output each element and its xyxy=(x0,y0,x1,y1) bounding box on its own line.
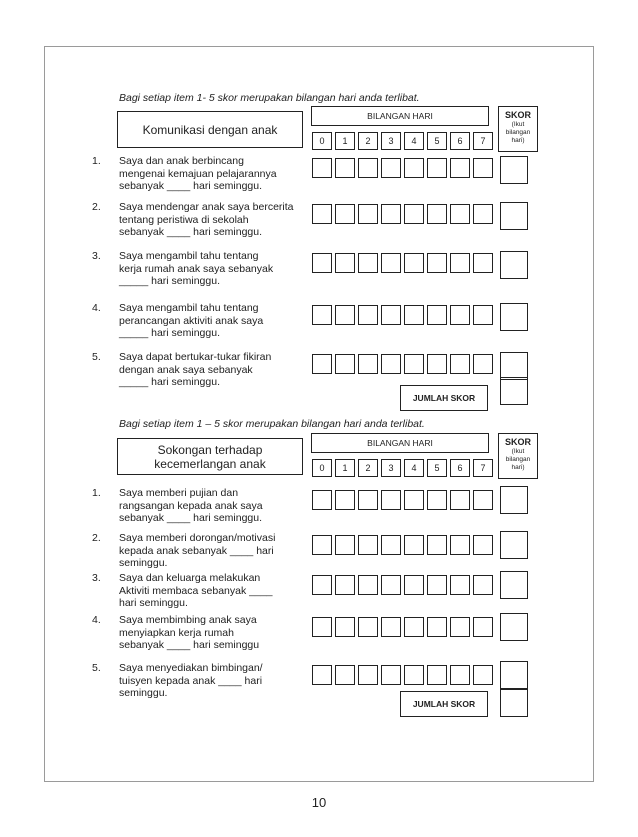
day-checkbox[interactable] xyxy=(404,305,424,325)
day-checkbox[interactable] xyxy=(404,617,424,637)
day-checkbox[interactable] xyxy=(427,665,447,685)
skor-header xyxy=(498,433,538,479)
section-instruction: Bagi setiap item 1- 5 skor merupakan bilangan hari anda terlibat. xyxy=(119,92,420,104)
day-checkbox[interactable] xyxy=(312,665,332,685)
day-checkbox[interactable] xyxy=(450,204,470,224)
item-text: Saya menyediakan bimbingan/ tuisyen kepada anak ____ hari seminggu. xyxy=(119,662,263,699)
day-checkbox[interactable] xyxy=(473,490,493,510)
day-checkbox[interactable] xyxy=(381,490,401,510)
item-number: 4. xyxy=(92,302,101,314)
day-checkbox[interactable] xyxy=(473,575,493,595)
day-checkbox[interactable] xyxy=(473,204,493,224)
day-checkbox[interactable] xyxy=(404,535,424,555)
day-checkbox[interactable] xyxy=(381,354,401,374)
day-number-cell: 4 xyxy=(404,459,424,477)
score-box[interactable] xyxy=(500,571,528,599)
jumlah-skor-label: JUMLAH SKOR xyxy=(400,691,488,717)
day-checkbox[interactable] xyxy=(358,535,378,555)
jumlah-skor-box[interactable] xyxy=(500,689,528,717)
skor-sublabel: (Ikut bilangan hari) xyxy=(505,121,531,144)
item-text: Saya memberi pujian dan rangsangan kepada anak saya sebanyak ____ hari seminggu. xyxy=(119,487,263,524)
day-checkbox[interactable] xyxy=(381,665,401,685)
day-checkbox[interactable] xyxy=(450,535,470,555)
day-checkbox[interactable] xyxy=(450,305,470,325)
day-checkbox[interactable] xyxy=(427,354,447,374)
day-checkbox[interactable] xyxy=(450,575,470,595)
day-checkbox[interactable] xyxy=(381,253,401,273)
day-checkbox[interactable] xyxy=(427,158,447,178)
day-checkbox[interactable] xyxy=(358,204,378,224)
day-number-cell: 2 xyxy=(358,132,378,150)
day-checkbox[interactable] xyxy=(335,204,355,224)
item-number: 3. xyxy=(92,250,101,262)
score-box[interactable] xyxy=(500,156,528,184)
day-checkbox[interactable] xyxy=(404,490,424,510)
day-checkbox[interactable] xyxy=(335,158,355,178)
section-title xyxy=(117,111,303,148)
day-number-cell: 1 xyxy=(335,459,355,477)
item-number: 1. xyxy=(92,155,101,167)
day-checkbox[interactable] xyxy=(381,305,401,325)
day-checkbox[interactable] xyxy=(381,575,401,595)
day-checkbox[interactable] xyxy=(404,158,424,178)
day-checkbox[interactable] xyxy=(450,158,470,178)
day-checkbox[interactable] xyxy=(381,617,401,637)
item-number: 5. xyxy=(92,662,101,674)
item-text: Saya memberi dorongan/motivasi kepada anak sebanyak ____ hari seminggu. xyxy=(119,532,276,569)
day-checkbox[interactable] xyxy=(358,490,378,510)
section-instruction: Bagi setiap item 1 – 5 skor merupakan bilangan hari anda terlibat. xyxy=(119,418,425,430)
item-text: Saya dan anak berbincang mengenai kemajuan pelajarannya sebanyak ____ hari seminggu. xyxy=(119,155,277,192)
day-checkbox[interactable] xyxy=(381,535,401,555)
day-checkbox[interactable] xyxy=(335,305,355,325)
score-box[interactable] xyxy=(500,486,528,514)
day-checkbox[interactable] xyxy=(473,305,493,325)
section-title xyxy=(117,438,303,475)
day-checkbox[interactable] xyxy=(335,354,355,374)
day-checkbox[interactable] xyxy=(312,158,332,178)
day-checkbox[interactable] xyxy=(450,617,470,637)
day-number-cell: 3 xyxy=(381,132,401,150)
item-text: Saya mengambil tahu tentang perancangan aktiviti anak saya _____ hari seminggu. xyxy=(119,302,264,339)
item-text: Saya mengambil tahu tentang kerja rumah anak saya sebanyak _____ hari seminggu. xyxy=(119,250,274,287)
day-checkbox[interactable] xyxy=(450,665,470,685)
day-checkbox[interactable] xyxy=(404,204,424,224)
day-checkbox[interactable] xyxy=(404,575,424,595)
day-checkbox[interactable] xyxy=(473,158,493,178)
day-checkbox[interactable] xyxy=(473,665,493,685)
day-checkbox[interactable] xyxy=(358,305,378,325)
day-checkbox[interactable] xyxy=(404,354,424,374)
day-checkbox[interactable] xyxy=(358,253,378,273)
day-checkbox[interactable] xyxy=(427,204,447,224)
skor-label: SKOR xyxy=(504,437,531,447)
day-checkbox[interactable] xyxy=(427,575,447,595)
item-text: Saya mendengar anak saya bercerita tentang peristiwa di sekolah sebanyak ____ hari seminggu. xyxy=(119,201,294,238)
day-checkbox[interactable] xyxy=(335,665,355,685)
score-box[interactable] xyxy=(500,202,528,230)
item-text: Saya dapat bertukar-tukar fikiran dengan anak saya sebanyak _____ hari seminggu. xyxy=(119,351,272,388)
day-number-cell: 0 xyxy=(312,132,332,150)
jumlah-skor-label: JUMLAH SKOR xyxy=(400,385,488,411)
day-checkbox[interactable] xyxy=(473,535,493,555)
score-box[interactable] xyxy=(500,352,528,380)
score-box[interactable] xyxy=(500,251,528,279)
day-checkbox[interactable] xyxy=(404,253,424,273)
skor-label: SKOR xyxy=(504,110,531,120)
day-number-cell: 3 xyxy=(381,459,401,477)
day-number-cell: 2 xyxy=(358,459,378,477)
day-checkbox[interactable] xyxy=(381,158,401,178)
item-number: 5. xyxy=(92,351,101,363)
section-title-text: Komunikasi dengan anak xyxy=(142,122,278,137)
day-checkbox[interactable] xyxy=(404,665,424,685)
score-box[interactable] xyxy=(500,613,528,641)
day-checkbox[interactable] xyxy=(358,665,378,685)
item-number: 2. xyxy=(92,532,101,544)
day-checkbox[interactable] xyxy=(335,253,355,273)
day-checkbox[interactable] xyxy=(312,253,332,273)
day-number-cell: 5 xyxy=(427,459,447,477)
day-checkbox[interactable] xyxy=(450,490,470,510)
day-number-cell: 1 xyxy=(335,132,355,150)
item-text: Saya dan keluarga melakukan Aktiviti membaca sebanyak ____ hari seminggu. xyxy=(119,572,273,609)
item-number: 4. xyxy=(92,614,101,626)
day-checkbox[interactable] xyxy=(312,490,332,510)
day-checkbox[interactable] xyxy=(358,158,378,178)
day-checkbox[interactable] xyxy=(427,305,447,325)
skor-header xyxy=(498,106,538,152)
day-checkbox[interactable] xyxy=(427,253,447,273)
day-checkbox[interactable] xyxy=(473,253,493,273)
day-checkbox[interactable] xyxy=(427,535,447,555)
day-checkbox[interactable] xyxy=(312,204,332,224)
skor-sublabel: (Ikut bilangan hari) xyxy=(505,448,531,471)
day-checkbox[interactable] xyxy=(358,354,378,374)
day-checkbox[interactable] xyxy=(335,490,355,510)
day-number-cell: 6 xyxy=(450,132,470,150)
score-box[interactable] xyxy=(500,531,528,559)
item-text: Saya membimbing anak saya menyiapkan kerja rumah sebanyak ____ hari seminggu xyxy=(119,614,260,651)
score-box[interactable] xyxy=(500,661,528,689)
day-checkbox[interactable] xyxy=(427,490,447,510)
day-number-cell: 4 xyxy=(404,132,424,150)
jumlah-skor-box[interactable] xyxy=(500,377,528,405)
bilangan-hari-header: BILANGAN HARI xyxy=(311,106,489,126)
day-checkbox[interactable] xyxy=(473,354,493,374)
item-number: 3. xyxy=(92,572,101,584)
day-number-cell: 0 xyxy=(312,459,332,477)
day-checkbox[interactable] xyxy=(335,617,355,637)
day-checkbox[interactable] xyxy=(335,535,355,555)
day-checkbox[interactable] xyxy=(381,204,401,224)
day-checkbox[interactable] xyxy=(312,535,332,555)
day-number-cell: 7 xyxy=(473,459,493,477)
day-checkbox[interactable] xyxy=(312,305,332,325)
day-checkbox[interactable] xyxy=(450,253,470,273)
day-number-cell: 7 xyxy=(473,132,493,150)
day-checkbox[interactable] xyxy=(450,354,470,374)
item-number: 1. xyxy=(92,487,101,499)
section-title-text: Sokongan terhadap kecemerlangan anak xyxy=(154,442,266,471)
day-checkbox[interactable] xyxy=(312,575,332,595)
day-checkbox[interactable] xyxy=(427,617,447,637)
day-checkbox[interactable] xyxy=(312,354,332,374)
day-checkbox[interactable] xyxy=(473,617,493,637)
day-checkbox[interactable] xyxy=(312,617,332,637)
bilangan-hari-header: BILANGAN HARI xyxy=(311,433,489,453)
day-checkbox[interactable] xyxy=(335,575,355,595)
day-checkbox[interactable] xyxy=(358,617,378,637)
day-number-cell: 5 xyxy=(427,132,447,150)
item-number: 2. xyxy=(92,201,101,213)
page-number: 10 xyxy=(311,795,327,810)
day-number-cell: 6 xyxy=(450,459,470,477)
day-checkbox[interactable] xyxy=(358,575,378,595)
score-box[interactable] xyxy=(500,303,528,331)
